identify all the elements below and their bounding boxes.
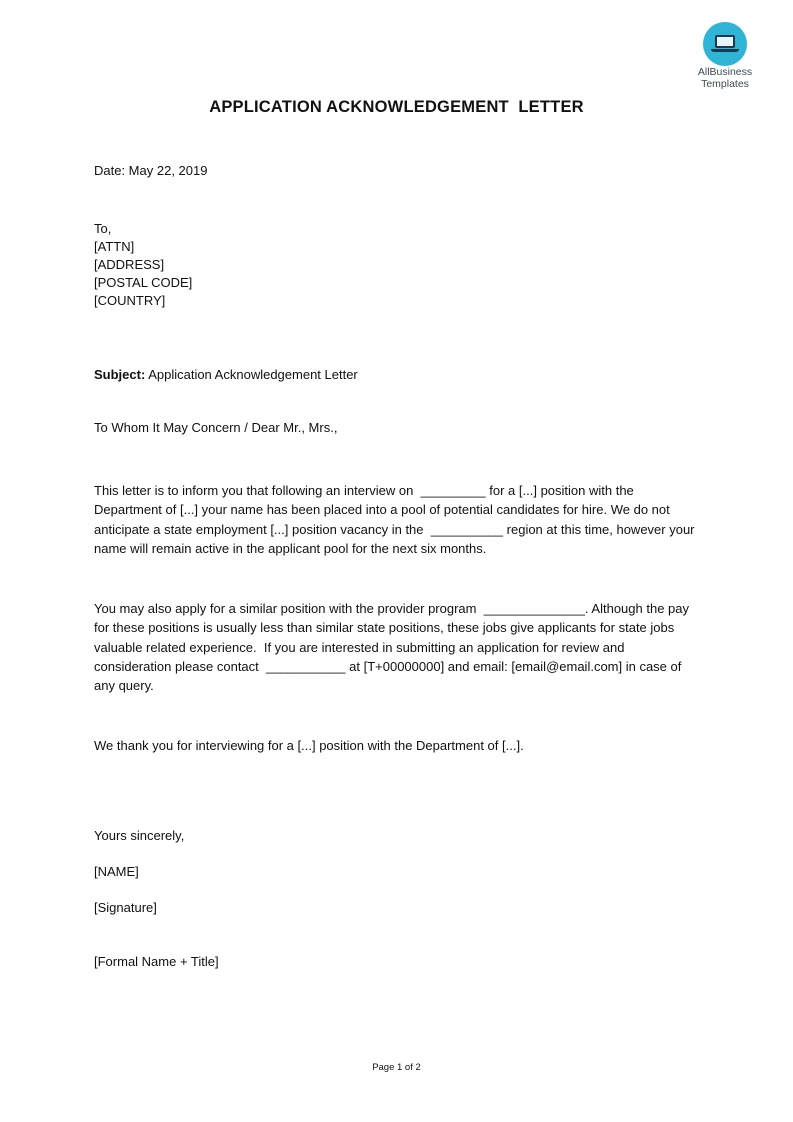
address-line: [POSTAL CODE] <box>94 275 193 290</box>
address-line: [COUNTRY] <box>94 293 166 308</box>
closing: Yours sincerely, <box>94 828 185 843</box>
sender-name: [NAME] <box>94 864 139 879</box>
logo-circle <box>703 22 747 66</box>
sender-formal-name: [Formal Name + Title] <box>94 954 219 969</box>
body-paragraph-3: We thank you for interviewing for a [...] position with the Department of [...]. <box>94 738 524 753</box>
logo-text <box>690 66 760 90</box>
logo-brand-line2: Templates <box>701 78 749 90</box>
recipient-address <box>94 220 704 310</box>
body-paragraph-1: This letter is to inform you that following an interview on _________ for a [...] position with the Department of [...] your name has been placed into a pool of potential candidates for hire. We do not anticipate a state employment [...] position vacancy in the __________ region at this time, however your name will remain active in the applicant pool for the next six months. <box>94 483 699 556</box>
letter-date: Date: May 22, 2019 <box>94 163 208 178</box>
address-line: [ADDRESS] <box>94 257 165 272</box>
address-line: [ATTN] <box>94 239 135 254</box>
allbusiness-templates-logo <box>690 22 760 90</box>
subject-label: Subject: <box>94 367 146 382</box>
salutation: To Whom It May Concern / Dear Mr., Mrs., <box>94 420 338 435</box>
sender-signature: [Signature] <box>94 900 157 915</box>
address-line: To, <box>94 221 112 236</box>
letter-title: APPLICATION ACKNOWLEDGEMENT LETTER <box>209 98 584 116</box>
subject-line <box>94 365 704 384</box>
logo-brand-line1: AllBusiness <box>697 66 753 78</box>
body-paragraph-2: You may also apply for a similar position with the provider program ______________. Although the pay for these positions is usually less than similar state positions, these jobs give applicants for state jobs valuable related experience. If you are interested in submitting an application for review and consideration please contact ___________ at [T+00000000] and email: [email@email.com] in case of any query. <box>94 601 693 694</box>
subject-text: Application Acknowledgement Letter <box>145 367 358 382</box>
page-number: Page 1 of 2 <box>372 1062 421 1073</box>
